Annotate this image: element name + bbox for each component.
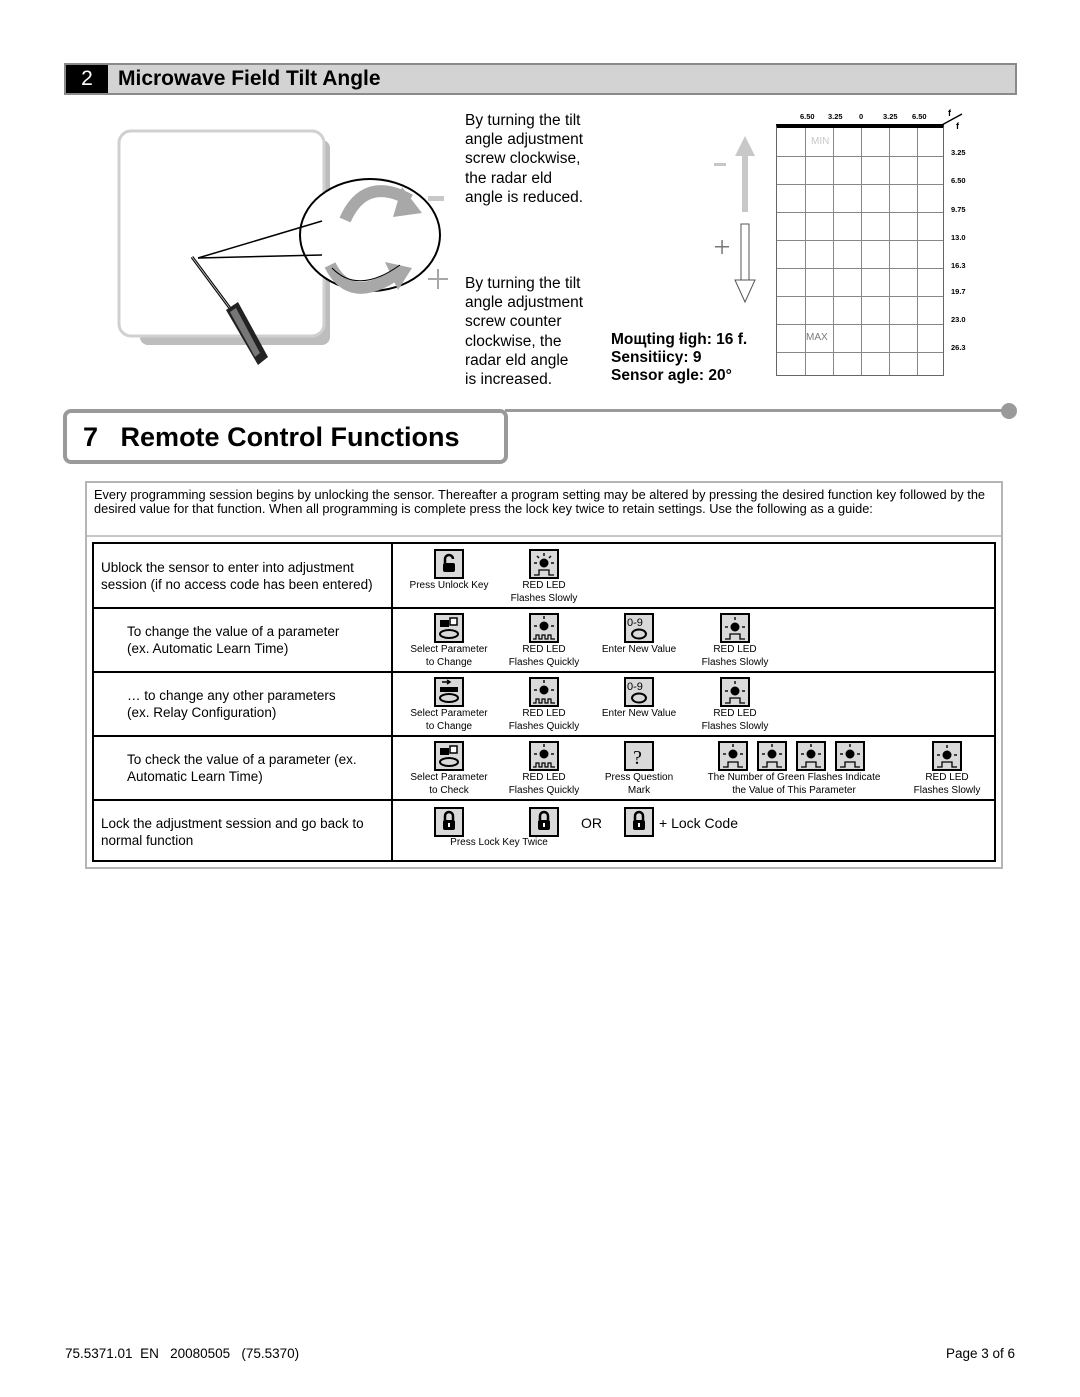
y-tick-label: 9.75 (951, 205, 966, 214)
x-tick-label: 3.25 (828, 112, 843, 121)
x-tick-label: 6.50 (912, 112, 927, 121)
question-key-text: ? (633, 747, 642, 769)
select-parameter-key-icon (434, 741, 464, 771)
led-slow-icon (932, 741, 962, 771)
caption: Select Parameter to Change (410, 644, 488, 668)
green-flash-icon (835, 741, 865, 771)
led-slow-icon (720, 677, 750, 707)
caption: RED LED Flashes Slowly (913, 772, 981, 796)
y-unit-label: f (956, 121, 959, 131)
row-description: To check the value of a parameter (ex. Automatic Learn Time) (127, 752, 357, 784)
row-description: … to change any other parameters (ex. Relay Configuration) (127, 688, 336, 720)
caption: Select Parameter to Change (410, 708, 488, 732)
led-slow-icon (529, 549, 559, 579)
led-quick-icon (529, 677, 559, 707)
section-title: Remote Control Functions (120, 422, 460, 452)
question-key-icon (624, 741, 654, 771)
lock-code-text: + Lock Code (659, 815, 738, 831)
or-text: OR (581, 815, 602, 831)
caption: RED LED Flashes Slowly (701, 708, 769, 732)
caption: Enter New Value (601, 708, 677, 719)
table-row (94, 544, 994, 607)
y-tick-label: 16.3 (951, 261, 966, 270)
led-quick-icon (529, 613, 559, 643)
row-description: Ublock the sensor to enter into adjustment session (if no access code has been entered) (101, 560, 373, 592)
remote-functions-table (92, 542, 996, 862)
digits-key-icon (624, 677, 654, 707)
grid-line-horizontal (777, 212, 943, 213)
table-row (94, 607, 994, 671)
digits-key-icon (624, 613, 654, 643)
document-id: 75.5371.01 EN 20080505 (75.5370) (65, 1346, 300, 1361)
y-tick-label: 3.25 (951, 148, 966, 157)
row-description: To change the value of a parameter (ex. Automatic Learn Time) (127, 624, 340, 656)
caption: RED LED Flashes Quickly (508, 708, 580, 732)
caption: RED LED Flashes Slowly (510, 580, 578, 604)
green-flash-icon (757, 741, 787, 771)
detection-field-chart (776, 124, 944, 376)
axis-corner-mark (938, 112, 968, 132)
table-row (94, 671, 994, 735)
grid-line-horizontal (777, 324, 943, 325)
section-number: 2 (66, 65, 108, 93)
section-7-header (63, 409, 508, 464)
grid-line-vertical (917, 128, 918, 375)
section-7-rule (505, 409, 1010, 412)
intro-text: Every programming session begins by unlocking the sensor. Thereafter a program setting may be altered by pressing the desired function key followed by the desired value for that function. When all programming is complete press the lock key twice to retain settings. Use the following as a guide: (94, 487, 986, 517)
caption: RED LED Flashes Quickly (508, 644, 580, 668)
x-tick-label: 0 (859, 112, 864, 121)
lock-key-icon (434, 807, 464, 837)
row-description: Lock the adjustment session and go back to normal function (101, 816, 364, 848)
caption: Enter New Value (601, 644, 677, 655)
caption: Press Lock Key Twice (450, 837, 548, 848)
page-number: Page 3 of 6 (946, 1346, 1016, 1361)
max-label: MAX (806, 332, 828, 343)
table-row (94, 799, 994, 860)
digits-key-text: 0-9 (627, 681, 643, 693)
caption: Press Question Mark (604, 772, 674, 796)
grid-line-horizontal (777, 240, 943, 241)
select-parameter-key-icon (434, 677, 464, 707)
lock-key-icon (624, 807, 654, 837)
grid-line-horizontal (777, 184, 943, 185)
select-parameter-key-icon (434, 613, 464, 643)
section-number: 7 (83, 422, 99, 452)
grid-line-vertical (833, 128, 834, 375)
section-7-rule-dot (1001, 403, 1017, 419)
section-title: Microwave Field Tilt Angle (118, 67, 381, 90)
unlock-key-icon (434, 549, 464, 579)
caption: Press Unlock Key (409, 580, 489, 591)
table-row (94, 735, 994, 799)
sensor-angle: Sensor agle: 20° (611, 367, 732, 384)
caption: The Number of Green Flashes Indicate the Value of This Parameter (707, 772, 881, 796)
grid-line-horizontal (777, 296, 943, 297)
grid-line-horizontal (777, 352, 943, 353)
lock-key-icon (529, 807, 559, 837)
led-quick-icon (529, 741, 559, 771)
clockwise-description: By turning the tilt angle adjustment screw clockwise, the radar eld angle is reduced. (465, 112, 584, 206)
y-tick-label: 19.7 (951, 287, 966, 296)
green-flash-icon (718, 741, 748, 771)
caption: RED LED Flashes Quickly (508, 772, 580, 796)
sensor-tilt-illustration (110, 125, 455, 380)
x-tick-label: 3.25 (883, 112, 898, 121)
grid-line-vertical (889, 128, 890, 375)
grid-line-vertical (861, 128, 862, 375)
x-tick-label: 6.50 (800, 112, 815, 121)
y-tick-label: 6.50 (951, 176, 966, 185)
y-tick-label: 23.0 (951, 315, 966, 324)
grid-line-horizontal (777, 156, 943, 157)
caption: RED LED Flashes Slowly (701, 644, 769, 668)
green-flash-icon (796, 741, 826, 771)
y-tick-label: 26.3 (951, 343, 966, 352)
grid-line-horizontal (777, 268, 943, 269)
x-unit-label: f (948, 108, 951, 118)
mounting-height: Moщting łigh: 16 f. (611, 331, 748, 348)
counter-clockwise-description: By turning the tilt angle adjustment screw counter clockwise, the radar eld angle is increased. (465, 275, 584, 389)
led-slow-icon (720, 613, 750, 643)
caption: Select Parameter to Check (410, 772, 488, 796)
tilt-direction-arrows (705, 134, 765, 306)
min-label: MIN (811, 136, 830, 147)
section-2-header (64, 63, 1017, 95)
sensitivity: Sensitiicy: 9 (611, 349, 702, 366)
digits-key-text: 0-9 (627, 617, 643, 629)
y-tick-label: 13.0 (951, 233, 966, 242)
